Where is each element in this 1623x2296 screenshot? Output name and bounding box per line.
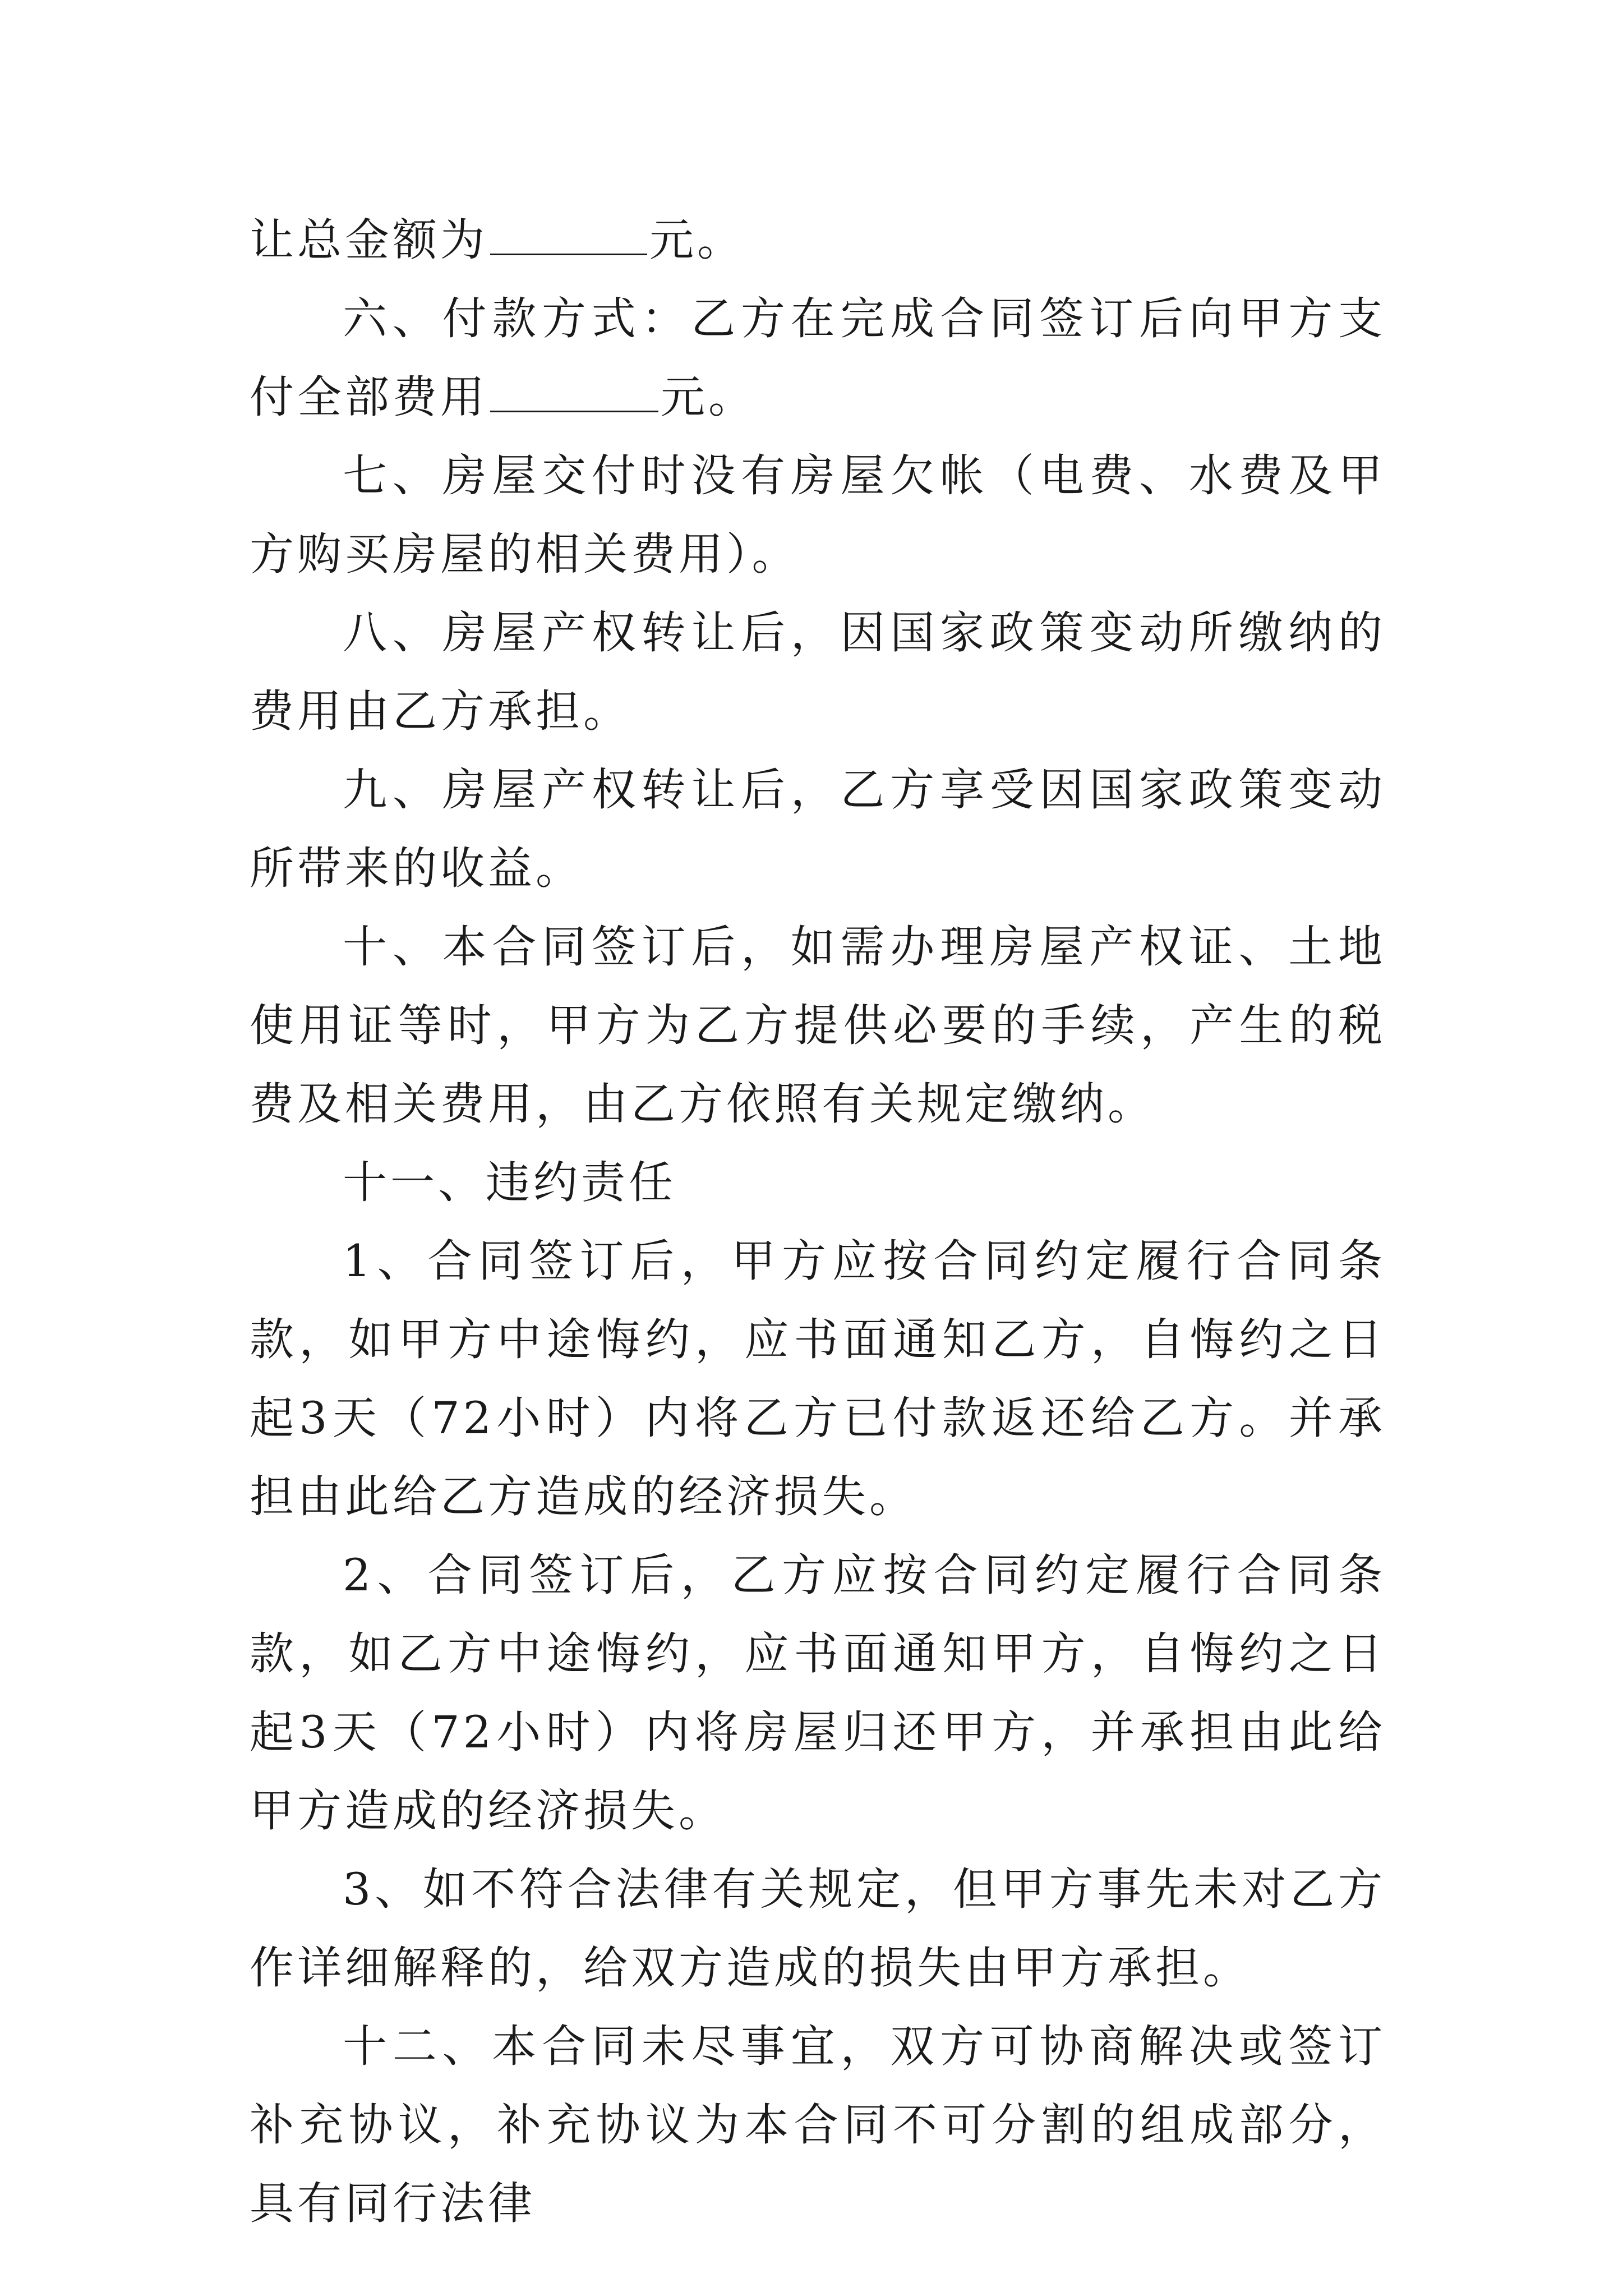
paragraph-policy-fees: 八、房屋产权转让后，因国家政策变动所缴纳的费用由乙方承担。 xyxy=(250,607,1386,737)
paragraph-breach-explanation: 3、如不符合法律有关规定，但甲方事先未对乙方作详细解释的，给双方造成的损失由甲方承担。 xyxy=(250,1864,1386,1994)
paragraph-payment-method xyxy=(250,279,1386,436)
paragraph-handover-no-arrears: 七、房屋交付时没有房屋欠帐（电费、水费及甲方购买房屋的相关费用）。 xyxy=(250,450,1386,580)
paragraph-supplementary: 十二、本合同未尽事宜，双方可协商解决或签订补充协议，补充协议为本合同不可分割的组成部分，具有同行法律 xyxy=(250,2021,1386,2229)
paragraph-text: 元。 xyxy=(661,371,756,423)
paragraph-policy-gains: 九、房屋产权转让后，乙方享受因国家政策变动所带来的收益。 xyxy=(250,764,1386,894)
fill-in-blank xyxy=(490,376,658,412)
paragraph-breach-heading: 十一、违约责任 xyxy=(343,1157,676,1208)
paragraph-transfer-total xyxy=(250,201,1386,279)
paragraph-breach-party-b: 2、合同签订后，乙方应按合同约定履行合同条款，如乙方中途悔约，应书面通知甲方，自悔约之日起3天（72小时）内将房屋归还甲方，并承担由此给甲方造成的经济损失。 xyxy=(250,1549,1386,1837)
paragraph-text: 元。 xyxy=(649,214,745,266)
contract-body xyxy=(250,201,1386,2243)
paragraph-text: 六、付款方式：乙方在完成合同签订后向甲方支付全部费用 xyxy=(250,293,1386,423)
paragraph-certificates: 十、本合同签订后，如需办理房屋产权证、土地使用证等时，甲方为乙方提供必要的手续，产生的税费及相关费用，由乙方依照有关规定缴纳。 xyxy=(250,921,1386,1130)
paragraph-text: 让总金额为 xyxy=(250,214,488,266)
fill-in-blank xyxy=(490,219,647,255)
paragraph-breach-party-a: 1、合同签订后，甲方应按合同约定履行合同条款，如甲方中途悔约，应书面通知乙方，自悔约之日起3天（72小时）内将乙方已付款返还给乙方。并承担由此给乙方造成的经济损失。 xyxy=(250,1235,1386,1522)
